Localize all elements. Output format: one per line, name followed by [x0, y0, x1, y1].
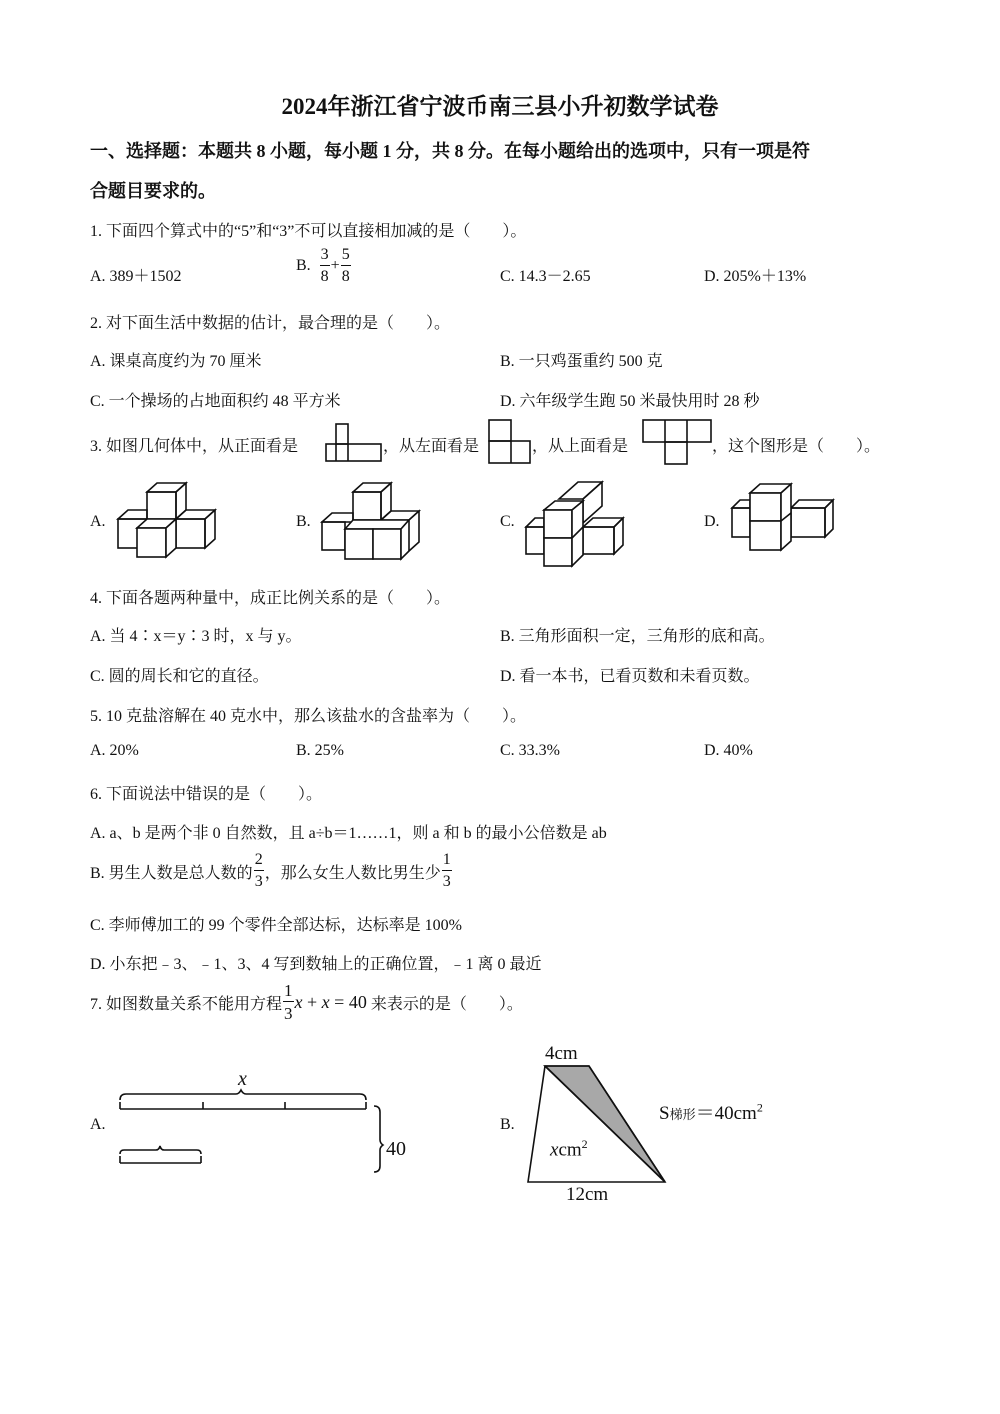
- top-view-top-row: [643, 420, 711, 442]
- q4-option-b: B. 三角形面积一定，三角形的底和高。: [500, 628, 775, 645]
- area-symbol: S: [659, 1103, 670, 1124]
- variable-x: x: [294, 991, 303, 1012]
- denominator: 3: [284, 1004, 293, 1023]
- q6-option-c: C. 李师傅加工的 99 个零件全部达标，达标率是 100%: [90, 917, 463, 934]
- q1-option-b: [296, 247, 352, 285]
- q4-option-c: C. 圆的周长和它的直径。: [90, 668, 269, 685]
- q7-b-top-label: 4cm: [545, 1043, 578, 1064]
- plus-sign: +: [302, 991, 322, 1012]
- q3-option-b-label: B.: [296, 513, 311, 530]
- q7-option-b-trapezoid: [525, 1065, 670, 1185]
- exponent: 2: [756, 1100, 763, 1115]
- q3-stem-part3: ，从上面看是: [532, 438, 629, 455]
- q3-option-c-label: C.: [500, 513, 515, 530]
- fraction-2-3: [254, 852, 264, 890]
- left-view-figure: [488, 419, 532, 465]
- exponent: 2: [581, 1137, 588, 1151]
- q6-option-d: D. 小东把﹣3、﹣1、3、4 写到数轴上的正确位置，﹣1 离 0 最近: [90, 956, 542, 973]
- left-view-top-square: [489, 420, 511, 441]
- q3-option-b-cube-figure: [321, 482, 421, 566]
- q1-option-a: A. 389＋1502: [90, 268, 182, 285]
- q2-stem: 2. 对下面生活中数据的估计，最合理的是（ ）。: [90, 315, 451, 332]
- q7-option-a-segment-diagram: [118, 1090, 418, 1175]
- q5-stem: 5. 10 克盐溶解在 40 克水中，那么该盐水的含盐率为（ ）。: [90, 708, 527, 725]
- q6-option-b: [90, 852, 453, 890]
- q3-stem-part4: ，这个图形是（ ）。: [712, 438, 881, 455]
- q7-stem-text2: 来表示的是（ ）。: [366, 995, 523, 1013]
- top-view-bottom-square: [665, 442, 687, 464]
- equals-40: = 40: [329, 991, 367, 1012]
- q3-option-d-cube-figure: [731, 483, 841, 569]
- q3-option-c-cube-figure: [525, 481, 635, 567]
- plus-sign: +: [330, 257, 340, 274]
- q7-b-area-label: [550, 1137, 588, 1161]
- numerator: 2: [254, 852, 264, 871]
- q3-option-a-cube-figure: [117, 482, 219, 562]
- denominator: 8: [320, 268, 329, 285]
- numerator: 1: [284, 981, 293, 1000]
- q3-option-d-label: D.: [704, 513, 720, 530]
- q5-option-c: C. 33.3%: [500, 742, 560, 759]
- numerator: 3: [320, 247, 330, 266]
- q7-option-a-label: A.: [90, 1116, 106, 1133]
- q3-stem-part2: ，从左面看是: [383, 438, 480, 455]
- right-brace: [374, 1106, 383, 1172]
- denominator: 3: [254, 873, 263, 890]
- q7-b-bottom-label: 12cm: [566, 1184, 609, 1205]
- q2-option-b: B. 一只鸡蛋重约 500 克: [500, 353, 663, 370]
- numerator: 1: [442, 852, 452, 871]
- area-subscript: 梯形: [669, 1107, 696, 1122]
- fraction-1-3: [283, 982, 294, 1022]
- top-brace: [120, 1090, 366, 1100]
- q7-a-total-label: 40: [386, 1138, 406, 1160]
- fraction-5-8: [341, 247, 351, 285]
- q6-option-b-text1: B. 男生人数是总人数的: [90, 864, 253, 882]
- exam-title: 2024年浙江省宁波币南三县小升初数学试卷: [281, 94, 719, 119]
- q4-stem: 4. 下面各题两种量中，成正比例关系的是（ ）。: [90, 590, 451, 607]
- left-view-bottom-row: [489, 441, 530, 463]
- q7-b-area-formula: [659, 1098, 763, 1125]
- q7-stem: [90, 982, 523, 1022]
- top-view-figure: [642, 419, 714, 467]
- numerator: 5: [341, 247, 351, 266]
- section-header-line1: 一、选择题：本题共 8 小题，每小题 1 分，共 8 分。在每小题给出的选项中，只有一项是符: [90, 141, 810, 161]
- q4-option-a: A. 当 4∶x＝y∶3 时，x 与 y。: [90, 628, 302, 645]
- denominator: 8: [341, 268, 350, 285]
- q5-option-b: B. 25%: [296, 742, 344, 759]
- front-view-top-square: [336, 424, 348, 444]
- q7-a-x-label: x: [238, 1068, 247, 1090]
- diagonal: [545, 1066, 665, 1182]
- equation: [295, 992, 367, 1013]
- q7-stem-text1: 7. 如图数量关系不能用方程: [90, 995, 283, 1013]
- short-brace: [120, 1146, 201, 1154]
- fraction-1-3: [442, 852, 452, 890]
- front-view-bottom-row: [326, 444, 381, 461]
- q2-option-a: A. 课桌高度约为 70 厘米: [90, 353, 262, 370]
- denominator: 3: [442, 873, 451, 890]
- q5-option-a: A. 20%: [90, 742, 139, 759]
- q7-option-b-label: B.: [500, 1116, 515, 1133]
- variable-x: x: [550, 1139, 559, 1161]
- section-header-line2: 合题目要求的。: [90, 181, 216, 201]
- q6-option-a: A. a、b 是两个非 0 自然数，且 a÷b＝1……1，则 a 和 b 的最小公倍数是 ab: [90, 825, 607, 842]
- q5-option-d: D. 40%: [704, 742, 753, 759]
- q1-option-c: C. 14.3－2.65: [500, 268, 591, 285]
- fraction-3-8: [320, 247, 330, 285]
- q1-option-d: D. 205%＋13%: [704, 268, 807, 285]
- q4-option-d: D. 看一本书，已看页数和未看页数。: [500, 668, 760, 685]
- q2-option-d: D. 六年级学生跑 50 米最快用时 28 秒: [500, 393, 760, 410]
- front-view-figure: [325, 423, 383, 463]
- q1-stem: 1. 下面四个算式中的“5”和“3”不可以直接相加减的是（ ）。: [90, 223, 527, 240]
- q1-option-b-label: B.: [296, 257, 311, 274]
- q3-option-a-label: A.: [90, 513, 106, 530]
- q6-stem: 6. 下面说法中错误的是（ ）。: [90, 786, 323, 803]
- variable-x: x: [321, 991, 330, 1012]
- q2-option-c: C. 一个操场的占地面积约 48 平方米: [90, 393, 341, 410]
- unit: cm: [558, 1139, 582, 1161]
- q6-option-b-text2: ，那么女生人数比男生少: [264, 864, 441, 882]
- area-value: ＝40cm: [695, 1103, 757, 1124]
- q3-stem-part1: 3. 如图几何体中，从正面看是: [90, 438, 299, 455]
